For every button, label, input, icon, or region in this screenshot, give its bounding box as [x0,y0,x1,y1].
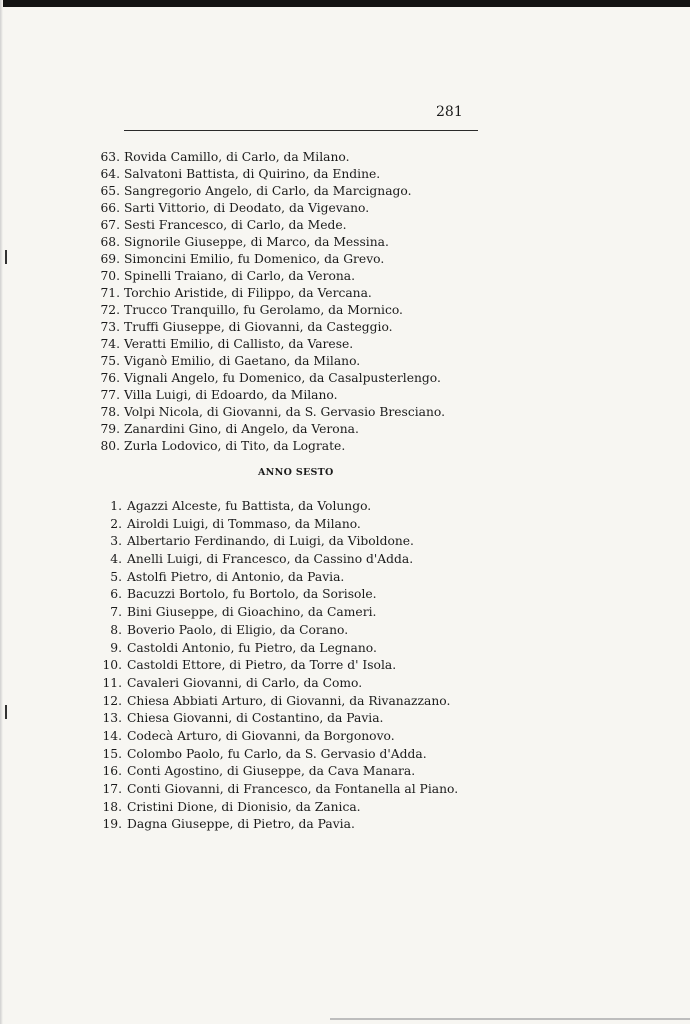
entry-text: Astolfi Pietro, di Antonio, da Pavia. [127,569,345,584]
entry-number: 12. [102,693,122,708]
entry-text: Dagna Giuseppe, di Pietro, da Pavia. [127,817,355,832]
entry-number: 14. [102,728,122,743]
entry-number: 16. [102,764,122,779]
entry-text: Zanardini Gino, di Angelo, da Verona. [124,422,359,436]
scan-top-edge [0,0,690,7]
entry-number: 6. [110,587,122,602]
entry-number: 15. [102,746,122,761]
entry-text: Codecà Arturo, di Giovanni, da Borgonovo. [127,728,395,743]
entry-text: Sesti Francesco, di Carlo, da Mede. [124,218,347,232]
entry-number: 70. [100,269,120,283]
entry-number: 78. [100,405,120,419]
entry-text: Villa Luigi, di Edoardo, da Milano. [124,388,338,402]
entry-text: Anelli Luigi, di Francesco, da Cassino d'Adda. [127,552,414,567]
scan-bottom-edge [330,1018,690,1020]
entry-text: Sarti Vittorio, di Deodato, da Vigevano. [124,201,370,215]
entry-text: Zurla Lodovico, di Tito, da Lograte. [124,439,346,453]
entry-number: 11. [102,675,122,690]
header-rule [124,130,478,131]
entry-number: 10. [102,658,122,673]
entry-text: Albertario Ferdinando, di Luigi, da Viboldone. [127,534,414,549]
entry-text: Vignali Angelo, fu Domenico, da Casalpusterlengo. [124,371,441,385]
entry-text: Sangregorio Angelo, di Carlo, da Marcignago. [124,184,412,198]
entry-number: 4. [110,552,122,567]
entry-number: 64. [100,167,120,181]
entry-text: Conti Agostino, di Giuseppe, da Cava Manara. [127,764,416,779]
entry-text: Signorile Giuseppe, di Marco, da Messina. [124,235,389,249]
entry-number: 2. [110,516,122,531]
entry-text: Spinelli Traiano, di Carlo, da Verona. [124,269,356,283]
entry-text: Simoncini Emilio, fu Domenico, da Grevo. [124,252,385,266]
entry-text: Rovida Camillo, di Carlo, da Milano. [124,150,350,164]
entry-text: Truffi Giuseppe, di Giovanni, da Casteggio. [124,320,393,334]
entry-number: 80. [100,439,120,453]
entry-number: 72. [100,303,120,317]
entry-text: Cristini Dione, di Dionisio, da Zanica. [127,799,361,814]
entry-text: Bacuzzi Bortolo, fu Bortolo, da Sorisole. [127,587,377,602]
entry-text: Chiesa Giovanni, di Costantino, da Pavia. [127,711,384,726]
section-heading: ANNO SESTO [258,467,334,478]
entry-text: Airoldi Luigi, di Tommaso, da Milano. [127,516,361,531]
entry-number: 68. [100,235,120,249]
entry-number: 67. [100,218,120,232]
entry-text: Chiesa Abbiati Arturo, di Giovanni, da Rivanazzano. [127,693,451,708]
entry-number: 79. [100,422,120,436]
entry-text: Castoldi Antonio, fu Pietro, da Legnano. [127,640,377,655]
entry-number: 65. [100,184,120,198]
entry-number: 63. [100,150,120,164]
entry-number: 17. [102,782,122,796]
entry-text: Trucco Tranquillo, fu Gerolamo, da Mornico. [124,303,403,317]
entry-text: Boverio Paolo, di Eligio, da Corano. [127,622,349,637]
entry-number: 71. [100,286,120,300]
entry-number: 1. [110,499,122,513]
entry-number: 75. [100,354,120,368]
entry-number: 5. [110,569,122,584]
entry-text: Bini Giuseppe, di Gioachino, da Cameri. [127,605,377,620]
entry-text: Veratti Emilio, di Callisto, da Varese. [124,337,354,351]
entry-text: Castoldi Ettore, di Pietro, da Torre d' Isola. [127,658,397,673]
entry-number: 13. [102,711,122,726]
entry-text: Torchio Aristide, di Filippo, da Vercana. [124,286,372,300]
entry-text: Conti Giovanni, di Francesco, da Fontanella al Piano. [127,782,459,796]
entry-text: Volpi Nicola, di Giovanni, da S. Gervasio Bresciano. [124,405,446,419]
entry-number: 66. [100,201,120,215]
entry-text: Agazzi Alceste, fu Battista, da Volungo. [127,499,372,513]
entry-number: 19. [102,817,122,832]
entry-number: 7. [110,605,122,620]
page-number: 281 [436,104,463,120]
entry-number: 9. [110,640,122,655]
entry-text: Colombo Paolo, fu Carlo, da S. Gervasio d'Adda. [127,746,427,761]
entry-number: 74. [100,337,120,351]
entry-number: 76. [100,371,120,385]
entry-number: 77. [100,388,120,402]
entry-text: Salvatoni Battista, di Quirino, da Endine. [124,167,381,181]
entry-text: Cavaleri Giovanni, di Carlo, da Como. [127,675,363,690]
entry-number: 69. [100,252,120,266]
entry-text: Viganò Emilio, di Gaetano, da Milano. [124,354,361,368]
entry-number: 8. [110,622,122,637]
entry-number: 3. [110,534,122,549]
entry-number: 18. [102,799,122,814]
entry-number: 73. [100,320,120,334]
